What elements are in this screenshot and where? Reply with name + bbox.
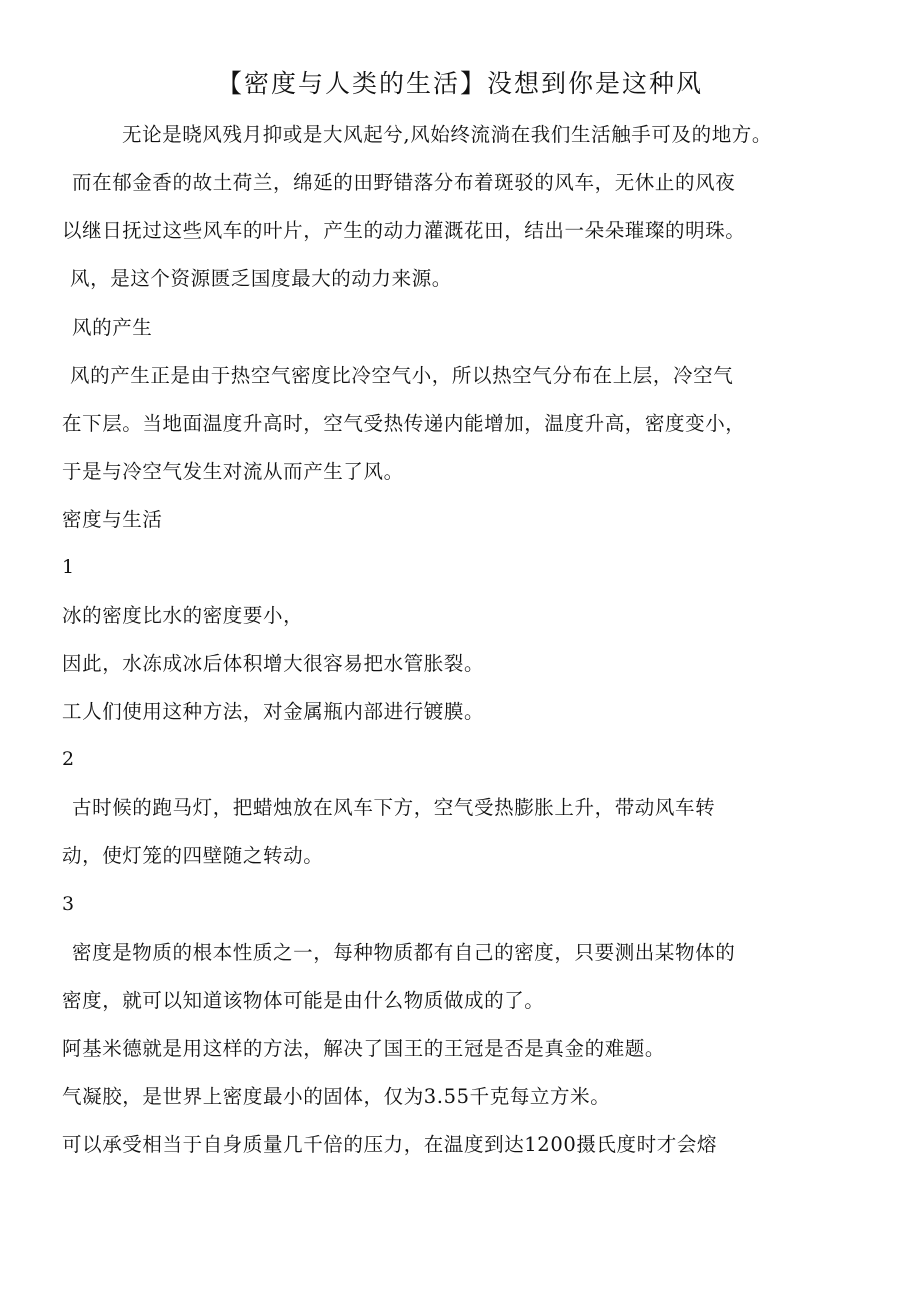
page-title: 【密度与人类的生活】没想到你是这种风 — [216, 69, 703, 98]
item-1-line-1: 冰的密度比水的密度要小， — [62, 604, 304, 627]
wind-line-2: 在下层。当地面温度升高时，空气受热传递内能增加，温度升高，密度变小， — [62, 412, 746, 435]
item-3-line-5: 可以承受相当于自身质量几千倍的压力，在温度到达1200摄氏度时才会熔 — [62, 1133, 718, 1156]
item-1-line-3: 工人们使用这种方法，对金属瓶内部进行镀膜。 — [62, 700, 485, 723]
item-3-line-2: 密度，就可以知道该物体可能是由什么物质做成的了。 — [62, 989, 545, 1012]
intro-line-2: 而在郁金香的故土荷兰，绵延的田野错落分布着斑驳的风车，无休止的风夜 — [72, 171, 736, 194]
item-3-line-4: 气凝胶，是世界上密度最小的固体，仅为3.55千克每立方米。 — [62, 1085, 611, 1108]
item-2-line-2: 动，使灯笼的四壁随之转动。 — [62, 844, 324, 867]
item-number-1: 1 — [62, 556, 75, 578]
item-1-line-2: 因此，水冻成冰后体积增大很容易把水管胀裂。 — [62, 652, 485, 675]
section-heading-wind: 风的产生 — [72, 316, 153, 339]
intro-line-1: 无论是晓风残月抑或是大风起兮,风始终流淌在我们生活触手可及的地方。 — [122, 123, 772, 146]
item-number-2: 2 — [62, 748, 75, 770]
item-2-line-1: 古时候的跑马灯，把蜡烛放在风车下方，空气受热膨胀上升，带动风车转 — [72, 796, 716, 819]
wind-line-1: 风的产生正是由于热空气密度比冷空气小，所以热空气分布在上层，冷空气 — [70, 364, 734, 387]
item-3-line-3: 阿基米德就是用这样的方法，解决了国王的王冠是否是真金的难题。 — [62, 1037, 666, 1060]
item-3-line-1: 密度是物质的根本性质之一，每种物质都有自己的密度，只要测出某物体的 — [72, 941, 736, 964]
item-number-3: 3 — [62, 893, 75, 915]
intro-line-3: 以继日抚过这些风车的叶片，产生的动力灌溉花田，结出一朵朵璀璨的明珠。 — [62, 219, 746, 242]
section-heading-life: 密度与生活 — [62, 508, 163, 531]
intro-line-4: 风，是这个资源匮乏国度最大的动力来源。 — [70, 267, 452, 290]
wind-line-3: 于是与冷空气发生对流从而产生了风。 — [62, 460, 404, 483]
